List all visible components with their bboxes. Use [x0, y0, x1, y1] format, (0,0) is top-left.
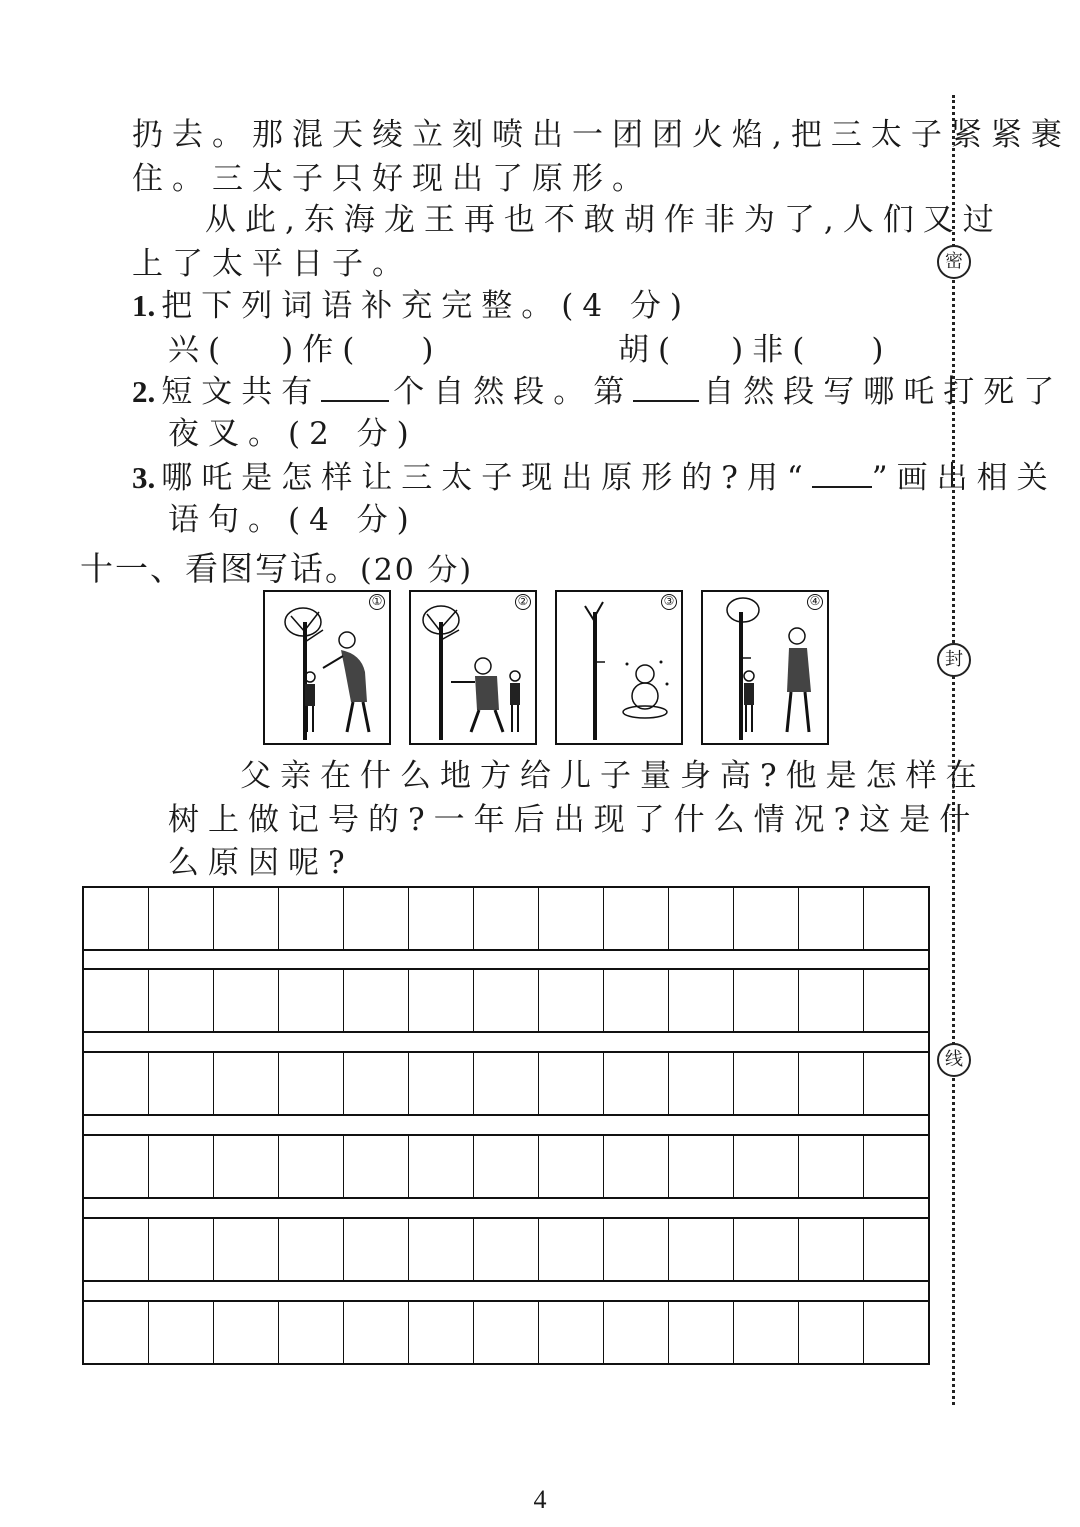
- grid-row: [82, 1300, 930, 1365]
- picture-panel-4: [701, 590, 829, 745]
- grid-cell[interactable]: [669, 1053, 734, 1114]
- grid-cell[interactable]: [84, 888, 149, 949]
- grid-cell[interactable]: [279, 970, 344, 1031]
- father-carving-mark-illustration: [411, 592, 535, 743]
- grid-cell[interactable]: [214, 1053, 279, 1114]
- question-text: 哪吒是怎样让三太子现出原形的?用“: [161, 460, 812, 496]
- grid-cell[interactable]: [864, 1053, 928, 1114]
- grid-spacer: [82, 1033, 930, 1051]
- picture-panel-3: [555, 590, 683, 745]
- writing-prompt-line: 么原因呢?: [168, 845, 354, 881]
- grid-cell[interactable]: [734, 970, 799, 1031]
- grid-cell[interactable]: [84, 970, 149, 1031]
- grid-cell[interactable]: [84, 1219, 149, 1280]
- grid-cell[interactable]: [799, 1219, 864, 1280]
- grid-cell[interactable]: [864, 1219, 928, 1280]
- grid-cell[interactable]: [149, 1053, 214, 1114]
- grid-cell[interactable]: [539, 1302, 604, 1363]
- grid-cell[interactable]: [669, 1219, 734, 1280]
- grid-cell[interactable]: [344, 970, 409, 1031]
- question-3: [132, 458, 1057, 498]
- panel-number: ②: [515, 594, 531, 610]
- grid-cell[interactable]: [279, 888, 344, 949]
- seal-mark: 线: [937, 1043, 971, 1077]
- grid-cell[interactable]: [344, 1136, 409, 1197]
- grid-cell[interactable]: [669, 970, 734, 1031]
- grid-cell[interactable]: [279, 1053, 344, 1114]
- section-title-text: 十一、看图写话。: [80, 549, 360, 588]
- grid-cell[interactable]: [799, 1136, 864, 1197]
- grid-cell[interactable]: [539, 970, 604, 1031]
- underline-sample: [812, 458, 872, 488]
- grid-cell[interactable]: [84, 1302, 149, 1363]
- passage-line: 住。三太子只好现出了原形。: [132, 161, 652, 197]
- answer-blank[interactable]: [633, 372, 699, 402]
- grid-cell[interactable]: [149, 888, 214, 949]
- answer-blank[interactable]: [321, 372, 389, 402]
- idiom-fill-2: [618, 330, 892, 370]
- fill-label: ): [421, 332, 443, 368]
- grid-cell[interactable]: [344, 1302, 409, 1363]
- grid-cell[interactable]: [864, 970, 928, 1031]
- grid-cell[interactable]: [604, 888, 669, 949]
- section-score: (20 分): [360, 553, 474, 588]
- grid-cell[interactable]: [149, 1136, 214, 1197]
- grid-cell[interactable]: [84, 1053, 149, 1114]
- grid-cell[interactable]: [474, 1302, 539, 1363]
- grid-cell[interactable]: [474, 1053, 539, 1114]
- grid-cell[interactable]: [539, 1219, 604, 1280]
- grid-row: [82, 1217, 930, 1282]
- grid-cell[interactable]: [604, 1219, 669, 1280]
- father-measuring-son-illustration: [265, 592, 389, 743]
- binding-dotted-line: [952, 95, 955, 1405]
- fill-label: 胡(: [618, 332, 680, 368]
- tree-mark-higher-illustration: [703, 592, 827, 743]
- grid-cell[interactable]: [734, 1219, 799, 1280]
- grid-cell[interactable]: [799, 1053, 864, 1114]
- grid-cell[interactable]: [474, 1219, 539, 1280]
- grid-cell[interactable]: [409, 1219, 474, 1280]
- question-1: [132, 286, 691, 326]
- grid-cell[interactable]: [799, 888, 864, 949]
- grid-cell[interactable]: [409, 1302, 474, 1363]
- grid-cell[interactable]: [604, 1136, 669, 1197]
- question-number: 2.: [132, 374, 156, 409]
- question-text: 把下列词语补充完整。(4 分): [161, 288, 692, 324]
- passage-line: 扔去。那混天绫立刻喷出一团团火焰,把三太子紧紧裹: [132, 117, 1071, 153]
- grid-spacer: [82, 1116, 930, 1134]
- grid-cell[interactable]: [669, 1302, 734, 1363]
- winter-tree-snowman-illustration: [557, 592, 681, 743]
- grid-cell[interactable]: [279, 1219, 344, 1280]
- fill-label: )作(: [281, 332, 364, 368]
- seal-mark: 密: [937, 245, 971, 279]
- grid-cell[interactable]: [669, 1136, 734, 1197]
- page-number: 4: [533, 1485, 547, 1514]
- fill-label: 兴(: [168, 332, 230, 368]
- grid-cell[interactable]: [864, 1136, 928, 1197]
- grid-cell[interactable]: [799, 1302, 864, 1363]
- grid-cell[interactable]: [864, 888, 928, 949]
- picture-panel-2: [409, 590, 537, 745]
- panel-number: ③: [661, 594, 677, 610]
- grid-cell[interactable]: [669, 888, 734, 949]
- grid-cell[interactable]: [344, 1219, 409, 1280]
- grid-cell[interactable]: [734, 1136, 799, 1197]
- grid-cell[interactable]: [279, 1136, 344, 1197]
- grid-cell[interactable]: [214, 1302, 279, 1363]
- grid-cell[interactable]: [409, 1053, 474, 1114]
- grid-cell[interactable]: [279, 1302, 344, 1363]
- grid-cell[interactable]: [149, 1219, 214, 1280]
- panel-number: ④: [807, 594, 823, 610]
- passage-line: 上了太平日子。: [132, 246, 412, 282]
- panel-number: ①: [369, 594, 385, 610]
- grid-cell[interactable]: [344, 1053, 409, 1114]
- grid-cell[interactable]: [539, 888, 604, 949]
- seal-mark: 封: [937, 643, 971, 677]
- grid-cell[interactable]: [149, 1302, 214, 1363]
- grid-cell[interactable]: [604, 1053, 669, 1114]
- question-text: 自然段写哪吒打死了: [703, 374, 1064, 410]
- writing-prompt-line: 父亲在什么地方给儿子量身高?他是怎样在: [240, 758, 986, 794]
- grid-spacer: [82, 1282, 930, 1300]
- fill-label: ): [871, 332, 893, 368]
- grid-row: [82, 1134, 930, 1199]
- grid-cell[interactable]: [214, 1136, 279, 1197]
- grid-cell[interactable]: [864, 1302, 928, 1363]
- question-number: 3.: [132, 460, 156, 495]
- fill-label: )非(: [731, 332, 814, 368]
- grid-cell[interactable]: [409, 970, 474, 1031]
- question-text: ”画出相关: [871, 460, 1057, 496]
- question-3-cont: 语句。(4 分): [168, 502, 418, 538]
- grid-spacer: [82, 951, 930, 968]
- grid-cell[interactable]: [149, 970, 214, 1031]
- picture-panel-1: [263, 590, 391, 745]
- grid-row: [82, 1051, 930, 1116]
- grid-cell[interactable]: [344, 888, 409, 949]
- grid-cell[interactable]: [214, 888, 279, 949]
- grid-cell[interactable]: [734, 888, 799, 949]
- grid-cell[interactable]: [604, 970, 669, 1031]
- grid-cell[interactable]: [84, 1136, 149, 1197]
- grid-cell[interactable]: [214, 970, 279, 1031]
- passage-line: 从此,东海龙王再也不敢胡作非为了,人们又过: [205, 202, 1003, 238]
- grid-cell[interactable]: [409, 1136, 474, 1197]
- grid-cell[interactable]: [799, 970, 864, 1031]
- question-text: 个自然段。第: [393, 374, 634, 410]
- question-2-cont: 夜叉。(2 分): [168, 416, 418, 452]
- grid-cell[interactable]: [474, 1136, 539, 1197]
- writing-prompt-line: 树上做记号的?一年后出现了什么情况?这是什: [168, 802, 980, 838]
- grid-row: [82, 968, 930, 1033]
- grid-cell[interactable]: [409, 888, 474, 949]
- grid-cell[interactable]: [539, 1136, 604, 1197]
- grid-cell[interactable]: [734, 1053, 799, 1114]
- grid-cell[interactable]: [604, 1302, 669, 1363]
- grid-cell[interactable]: [734, 1302, 799, 1363]
- question-number: 1.: [132, 288, 156, 323]
- section-title: [80, 543, 473, 590]
- question-2: [132, 372, 1063, 412]
- grid-cell[interactable]: [474, 888, 539, 949]
- grid-cell[interactable]: [539, 1053, 604, 1114]
- grid-cell[interactable]: [474, 970, 539, 1031]
- grid-spacer: [82, 1199, 930, 1217]
- idiom-fill-1: [168, 330, 442, 370]
- grid-row: [82, 886, 930, 951]
- question-text: 短文共有: [161, 374, 322, 410]
- grid-cell[interactable]: [214, 1219, 279, 1280]
